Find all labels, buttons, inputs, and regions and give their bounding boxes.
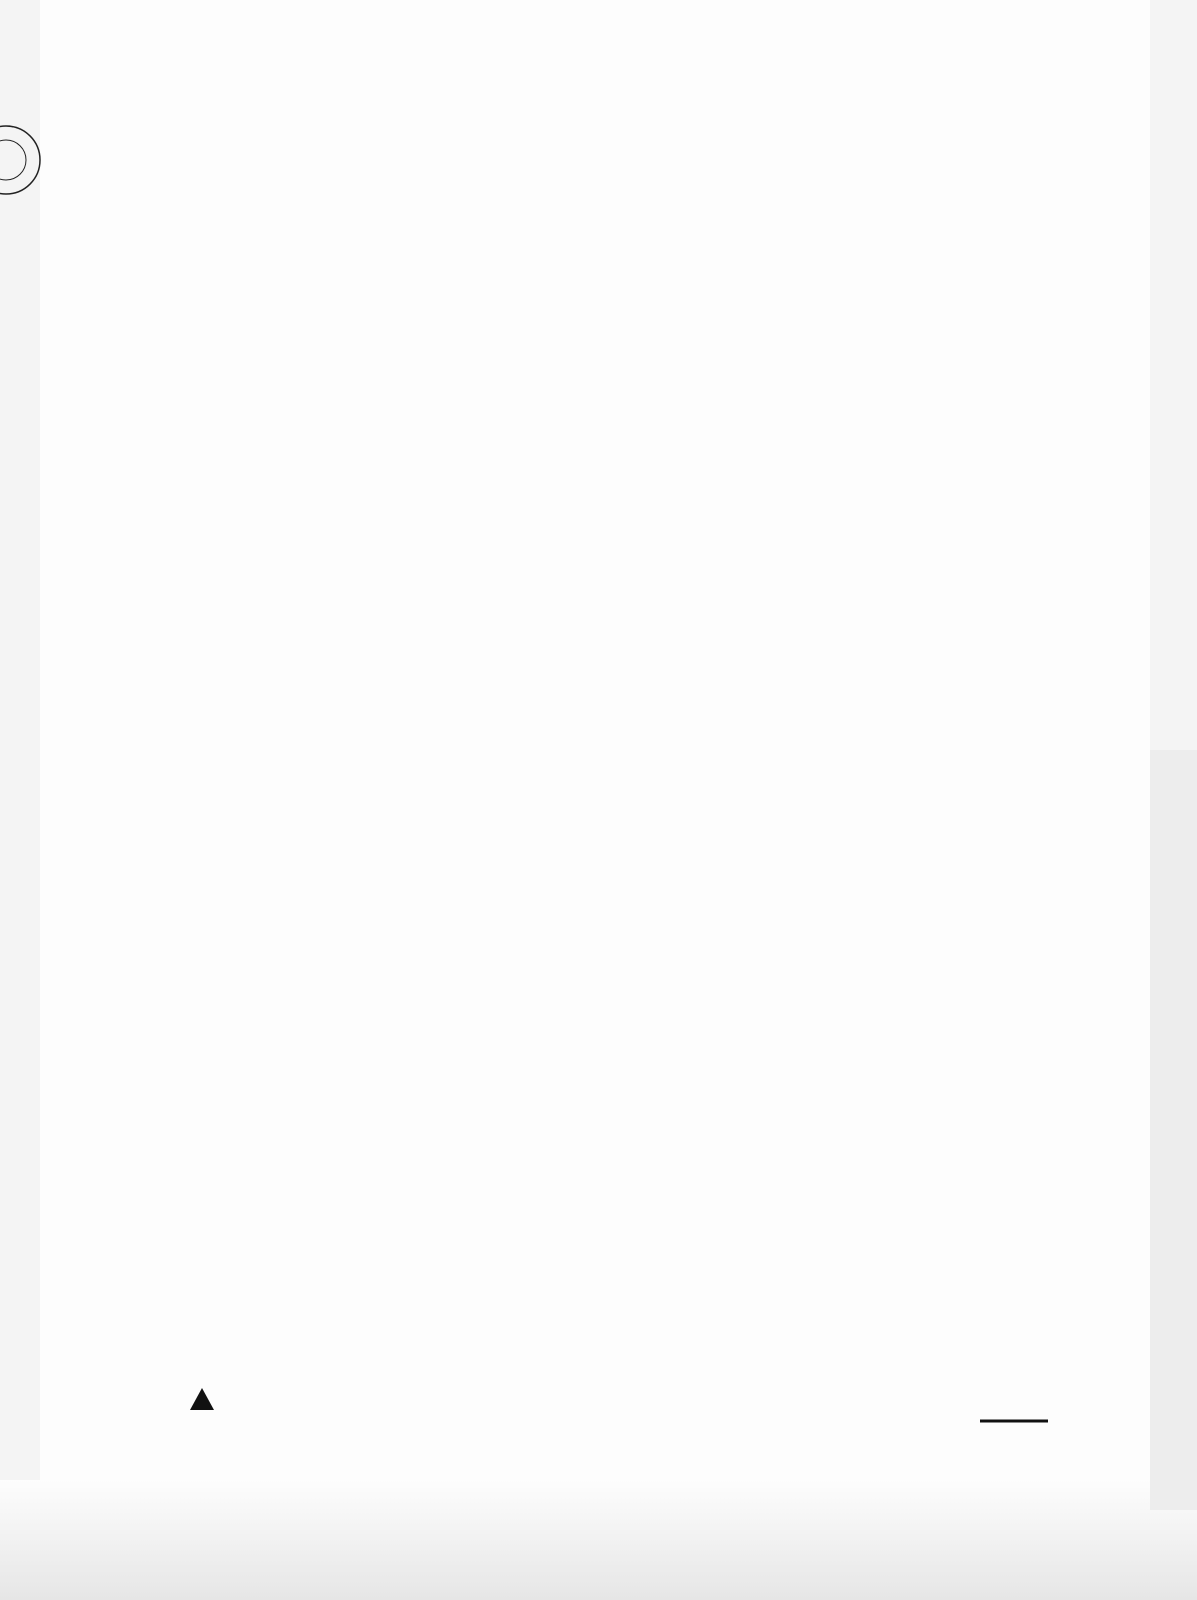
season-badge [978,1362,1050,1480]
background-right-fragments [1110,180,1197,620]
background-panel [1150,750,1197,1510]
cicus-logo [142,1340,402,1500]
background-top-fragments [330,0,1070,70]
university-seal-icon [142,1340,262,1460]
seal-icon [0,120,50,200]
background-left-logo [0,120,60,480]
text-column-left [148,273,592,277]
